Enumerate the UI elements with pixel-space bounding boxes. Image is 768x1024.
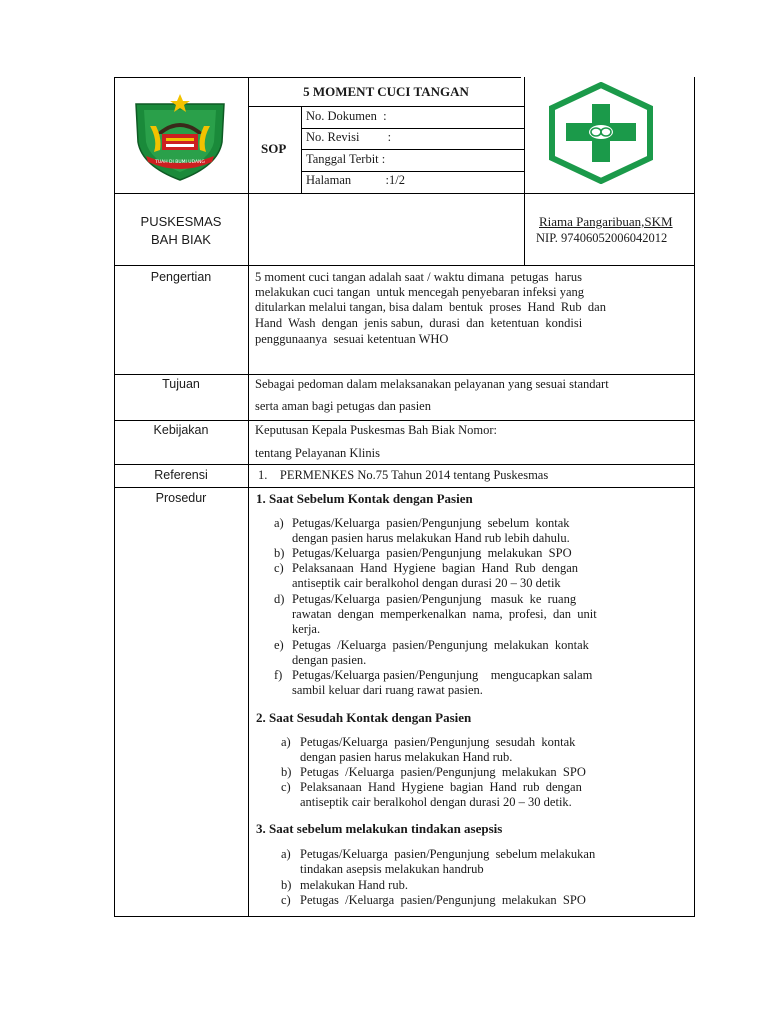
list-item-line: antiseptik cair beralkohol dengan durasi 20 – 30 detik. [300,795,572,809]
kebijakan-line-1: Keputusan Kepala Puskesmas Bah Biak Nomor: [255,423,497,437]
list-item-line: Petugas/Keluarga pasien/Pengunjung sesudah kontak [300,735,576,749]
list-item-line: Pelaksanaan Hand Hygiene bagian Hand rub dengan [300,780,582,794]
text-line: 5 moment cuci tangan adalah saat / waktu dimana petugas harus [255,270,582,284]
list-marker: c) [281,780,291,794]
emblem-ribbon-text: TUAH DI BUMI UDANG [155,160,205,165]
sop-label: SOP [261,141,287,156]
list-item-line: Pelaksanaan Hand Hygiene bagian Hand Rub dengan [292,561,579,575]
list-marker: a) [274,516,284,530]
regency-emblem-logo [128,90,232,182]
puskesmas-cross-logo [546,82,656,184]
list-marker: c) [281,893,291,907]
field-no-revisi: No. Revisi : [306,130,392,144]
prosedur-section-1-heading: 1. Saat Sebelum Kontak dengan Pasien [256,491,473,506]
field-no-dokumen: No. Dokumen : [306,109,387,123]
text-line: melakukan cuci tangan untuk mencegah penyebaran infeksi yang [255,285,585,299]
label-prosedur: Prosedur [155,491,207,505]
list-item-line: sambil keluar dari ruang rawat pasien. [292,683,483,697]
label-pengertian: Pengertian [150,270,212,284]
list-marker: e) [274,638,284,652]
org-name-line2: BAH BIAK [151,232,211,247]
list-marker: d) [274,592,285,606]
prosedur-section-2-heading: 2. Saat Sesudah Kontak dengan Pasien [256,710,472,725]
label-referensi: Referensi [154,468,208,482]
list-item-line: dengan pasien. [292,653,367,667]
list-marker: b) [274,546,285,560]
list-item-line: rawatan dengan memperkenalkan nama, profesi, dan unit [292,607,597,621]
list-marker: f) [274,668,283,682]
list-item-line: dengan pasien harus melakukan Hand rub lebih dahulu. [292,531,570,545]
list-marker: b) [281,878,292,892]
list-item-line: antiseptik cair beralkohol dengan durasi 20 – 30 detik [292,576,561,590]
text-line: penggunaanya sesuai ketentuan WHO [255,332,449,346]
list-item-line: Petugas/Keluarga pasien/Pengunjung melakukan SPO [292,546,572,560]
text-line: ditularkan melalui tangan, bisa dalam bentuk proses Hand Rub dan [255,300,606,314]
tujuan-line-1: Sebagai pedoman dalam melaksanakan pelayanan yang sesuai standart [255,377,609,391]
signer-nip: NIP. 97406052006042012 [536,231,668,245]
list-item-line: Petugas/Keluarga pasien/Pengunjung masuk ke ruang [292,592,577,606]
label-kebijakan: Kebijakan [153,423,209,437]
kebijakan-line-2: tentang Pelayanan Klinis [255,446,380,460]
text-line: Hand Wash dengan jenis sabun, durasi dan ketentuan kondisi [255,316,583,330]
referensi-item: 1. PERMENKES No.75 Tahun 2014 tentang Puskesmas [258,468,549,482]
list-item-line: Petugas /Keluarga pasien/Pengunjung melakukan kontak [292,638,589,652]
org-name-line1: PUSKESMAS [140,214,222,229]
label-tujuan: Tujuan [162,377,200,391]
tujuan-line-2: serta aman bagi petugas dan pasien [255,399,431,413]
list-item-line: melakukan Hand rub. [300,878,408,892]
list-marker: a) [281,847,291,861]
field-tanggal-terbit: Tanggal Terbit : [306,152,386,166]
field-halaman: Halaman :1/2 [306,173,405,187]
list-marker: a) [281,735,291,749]
list-marker: c) [274,561,284,575]
list-item-line: Petugas/Keluarga pasien/Pengunjung mengucapkan salam [292,668,593,682]
prosedur-section-3-heading: 3. Saat sebelum melakukan tindakan asepsis [256,821,503,836]
list-item-line: dengan pasien harus melakukan Hand rub. [300,750,513,764]
list-marker: b) [281,765,292,779]
list-item-line: Petugas/Keluarga pasien/Pengunjung sebelum kontak [292,516,570,530]
document-title: 5 MOMENT CUCI TANGAN [303,84,469,99]
list-item-line: Petugas /Keluarga pasien/Pengunjung melakukan SPO [300,765,586,779]
signer-name: Riama Pangaribuan,SKM [539,214,673,229]
list-item-line: Petugas/Keluarga pasien/Pengunjung sebelum melakukan [300,847,596,861]
list-item-line: Petugas /Keluarga pasien/Pengunjung melakukan SPO [300,893,586,907]
list-item-line: tindakan asepsis melakukan handrub [300,862,484,876]
list-item-line: kerja. [292,622,321,636]
